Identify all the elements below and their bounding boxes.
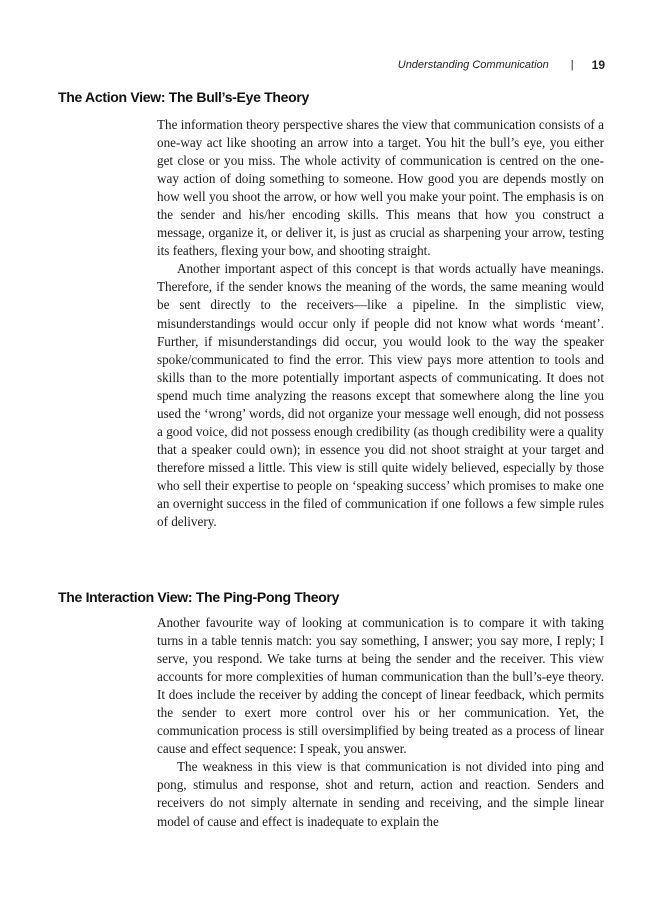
page-number: 19 [591,58,605,72]
section-heading-action-view: The Action View: The Bull’s-Eye Theory [58,89,310,105]
paragraph: The weakness in this view is that communication is not divided into ping and pong, stimulus and response, shot and return, action and reaction. Senders and receivers do not simply alternate in sending and receiving, and the simple linear model of cause and effect is inadequate to explain the [157,759,604,829]
section-body-interaction-view [157,614,604,831]
section-body-action-view [157,116,604,531]
running-header-separator: | [570,59,574,71]
running-header-title: Understanding Communication [397,59,549,71]
section-heading-interaction-view: The Interaction View: The Ping-Pong Theory [58,589,340,605]
running-header [398,58,605,72]
paragraph: Another favourite way of looking at communication is to compare it with taking turns in a table tennis match: you say something, I answer; you say more, I reply; I serve, you respond. We take turns at being the sender and the receiver. This view accounts for more complexities of human communication than the bull’s-eye theory. It does include the receiver by adding the concept of linear feedback, which permits the sender to exert more control over his or her communication. Yet, the communication process is still oversimplified by being treated as a process of linear cause and effect sequence: I speak, you answer. [157,615,604,757]
paragraph: The information theory perspective shares the view that communication consists of a one-way act like shooting an arrow into a target. You hit the bull’s eye, you either get close or you miss. The whole activity of communication is centred on the one-way action of doing something to someone. How good you are depends mostly on how well you shoot the arrow, or how well you make your point. The emphasis is on the sender and his/her encoding skills. This means that how you construct a message, organize it, or deliver it, is just as crucial as sharpening your arrow, testing its feathers, flexing your bow, and shooting straight. [157,117,604,259]
paragraph: Another important aspect of this concept is that words actually have meanings. Therefore, if the sender knows the meaning of the words, the same meaning would be sent directly to the receivers—like a pipeline. In the simplistic view, misunderstandings would occur only if people did not know what words ‘meant’. Further, if misunderstandings did occur, you would look to the way the speaker spoke/communicated to find the error. This view pays more attention to tools and skills than to the more potentially important aspects of communicating. It does not spend much time analyzing the reasons except that somewhere along the line you used the ‘wrong’ words, did not organize your message well enough, did not possess a good voice, did not possess enough credibility (as though credibility were a quality that a speaker could own); in essence you did not shoot straight at your target and therefore missed a little. This view is still quite widely believed, especially by those who sell their expertise to people on ‘speaking success’ which promises to make one an overnight success in the filed of communication if one follows a few simple rules of delivery. [157,261,604,530]
